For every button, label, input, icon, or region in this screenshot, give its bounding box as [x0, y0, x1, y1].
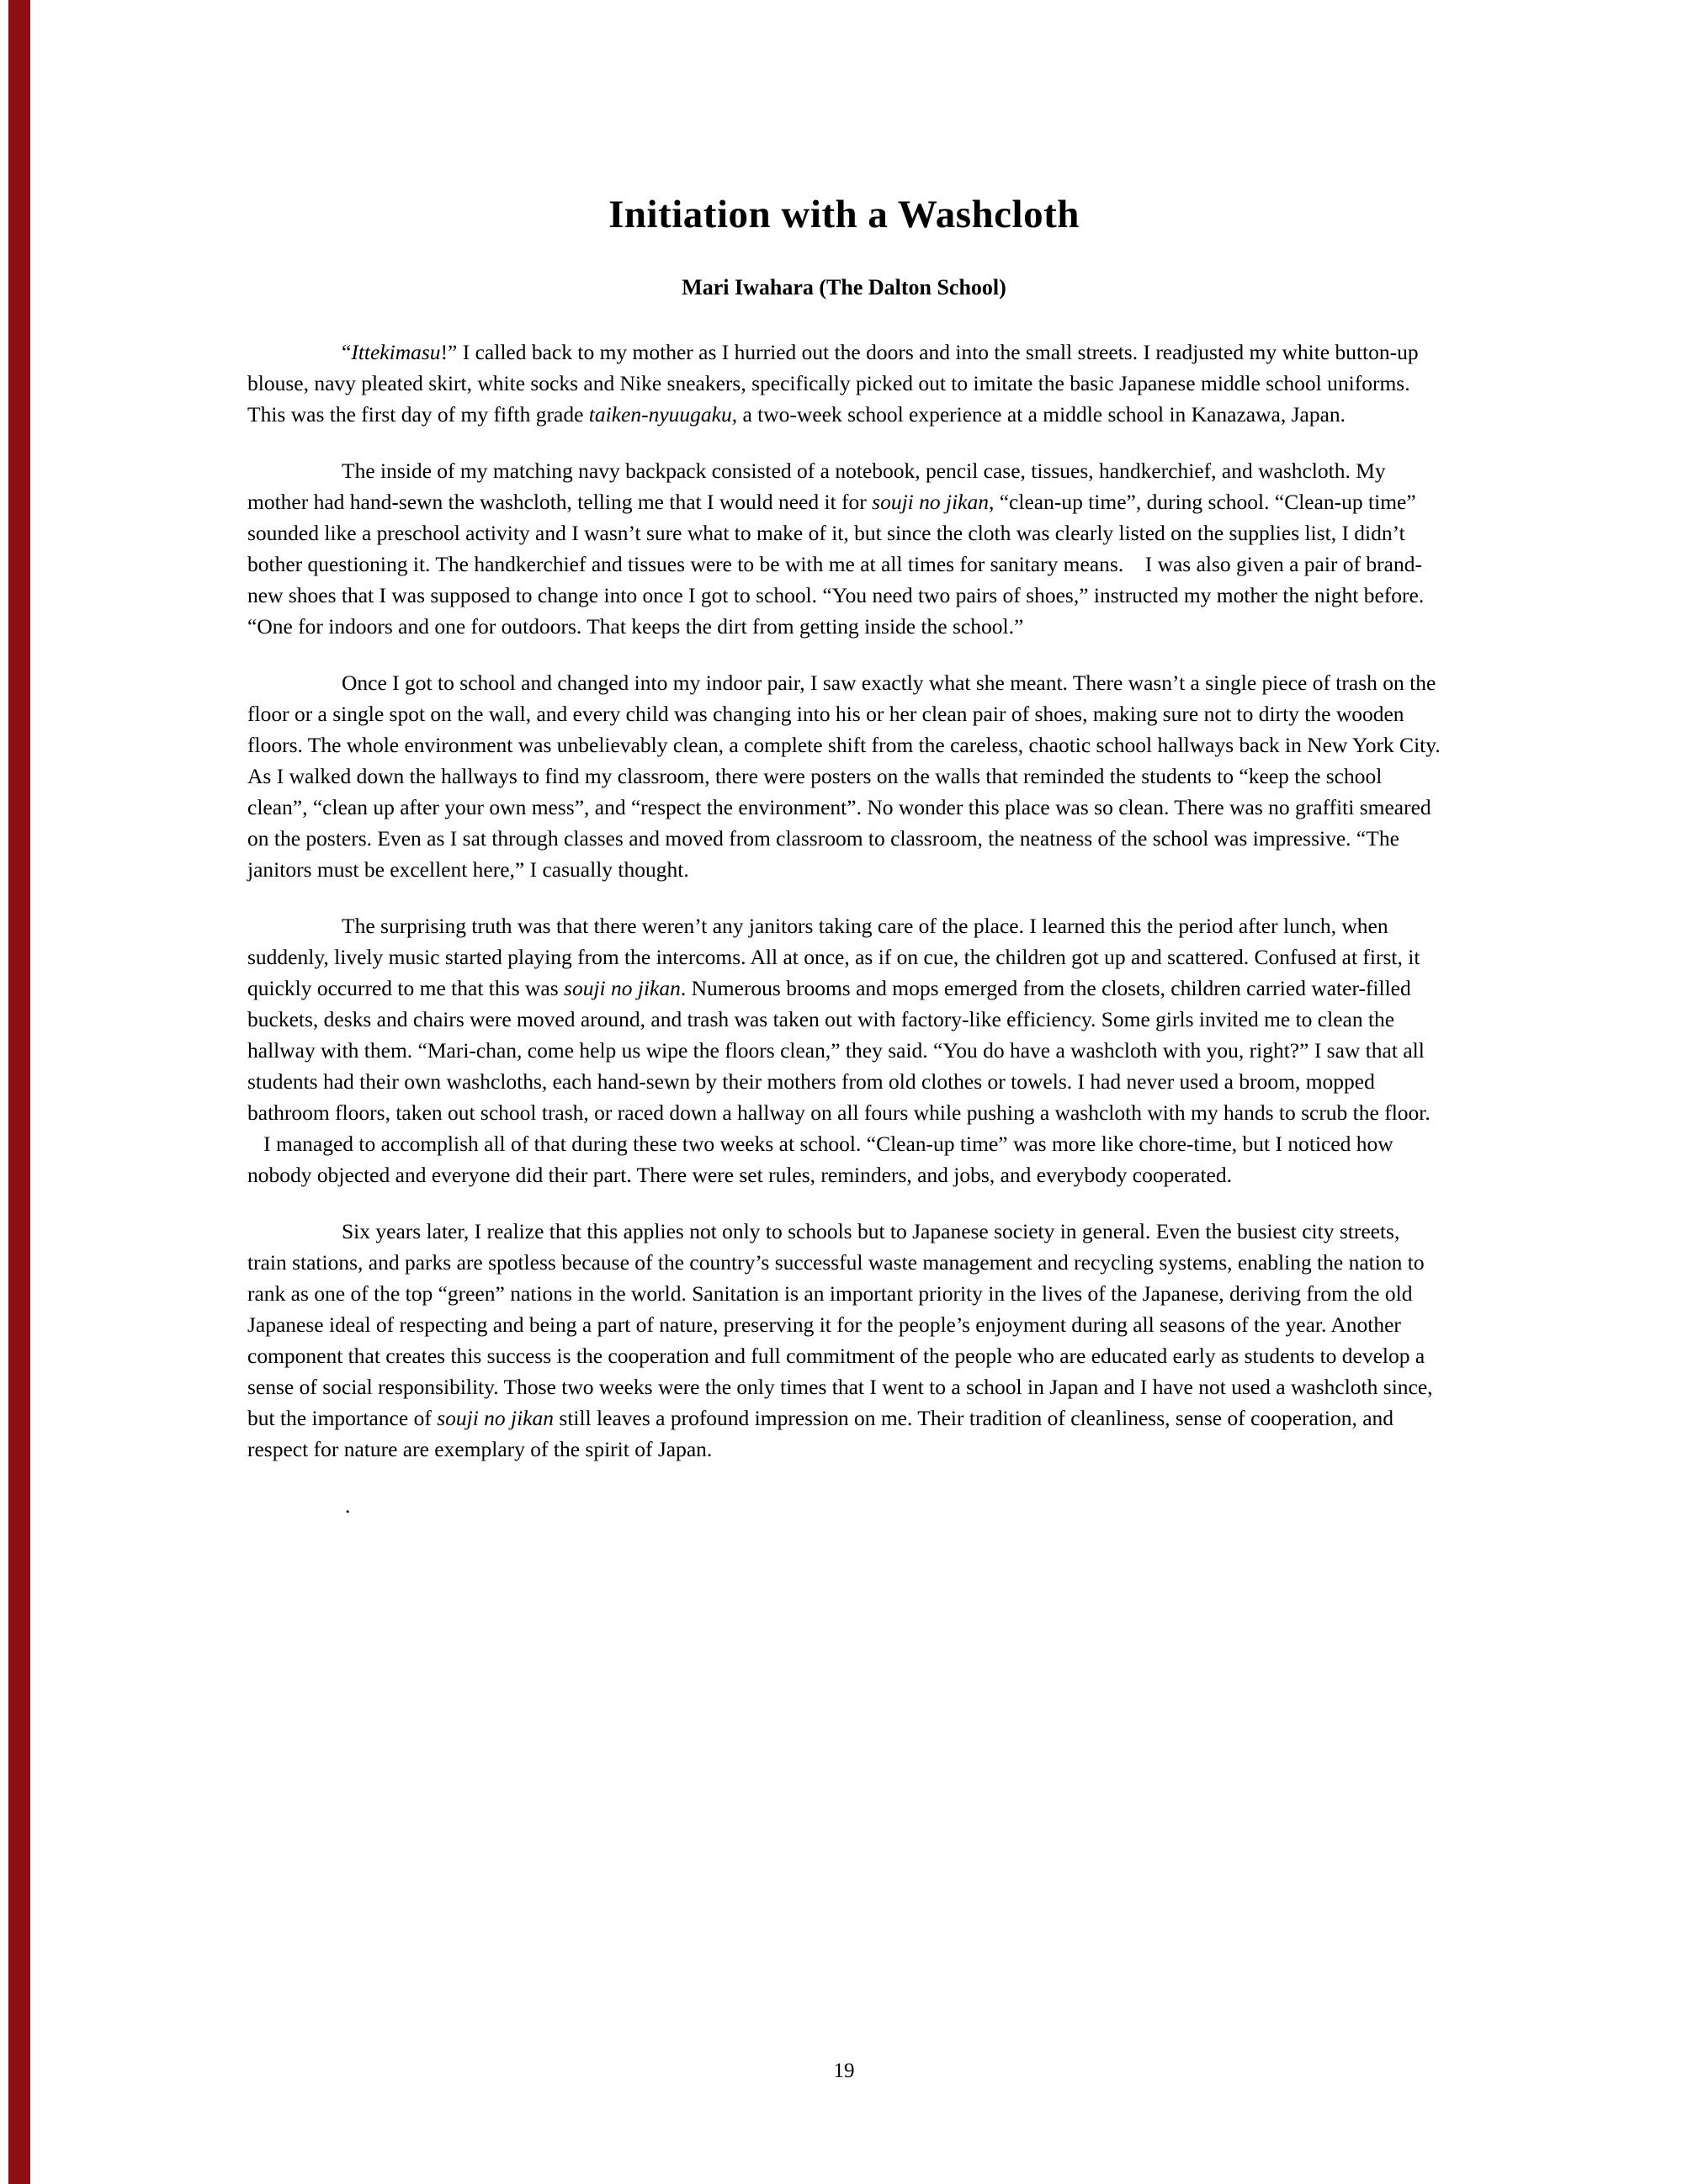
text-segment: . Numerous brooms and mops emerged from the closets, children carried water-filled buckets, desks and chairs were moved around, and trash was taken out with factory-like efficiency. Some girls invited me to clean the hallway with them. “Mari-chan, come help us wipe the floors clean,” they said. “You do have a washcloth with you, right?” I saw that all students had their own washcloths, each hand-sewn by their mothers from old clothes or towels. I had never used a broom, mopped bathroom floors, taken out school trash, or raced down a hallway on all fours while pushing a washcloth with my hands to scrub the floor. I managed to accomplish all of that during these two weeks at school. “Clean-up time” was more like chore-time, but I noticed how nobody objected and everyone did their part. There were set rules, reminders, and jobs, and everybody cooperated.: [247, 976, 1431, 1187]
italic-text-segment: souji no jikan: [872, 490, 989, 514]
paragraph: [247, 337, 1442, 430]
paragraph: [247, 667, 1442, 885]
text-segment: Six years later, I realize that this applies not only to schools but to Japanese society in general. Even the busiest city streets, train stations, and parks are spotless because of the country’s successful waste management and recycling systems, enabling the nation to rank as one of the top “green” nations in the world. Sanitation is an important priority in the lives of the Japanese, deriving from the old Japanese ideal of respecting and being a part of nature, preserving it for the people’s enjoyment during all seasons of the year. Another component that creates this success is the cooperation and full commitment of the people who are educated early as students to develop a sense of social responsibility. Those two weeks were the only times that I went to a school in Japan and I have not used a washcloth since, but the importance of: [247, 1219, 1433, 1430]
red-spine: [8, 0, 30, 2184]
paragraph: [247, 910, 1442, 1190]
text-segment: “: [342, 340, 352, 364]
text-segment: still leaves a profound impression on me. Their tradition of cleanliness, sense of cooperation, and respect for nature are exemplary of the spirit of Japan.: [247, 1406, 1394, 1461]
text-segment: The inside of my matching navy backpack consisted of a notebook, pencil case, tissues, handkerchief, and washcloth. My mother had hand-sewn the washcloth, telling me that I would need it for: [247, 459, 1386, 514]
italic-text-segment: souji no jikan: [564, 976, 681, 1000]
text-segment: !” I called back to my mother as I hurried out the doors and into the small streets. I readjusted my white button-up blouse, navy pleated skirt, white socks and Nike sneakers, specifically picked out to imitate the basic Japanese middle school uniforms. This was the first day of my fifth grade: [247, 340, 1419, 427]
italic-text-segment: taiken-nyuugaku: [588, 402, 732, 427]
text-segment: , a two-week school experience at a middle school in Kanazawa, Japan.: [731, 402, 1346, 427]
paragraph: [247, 1216, 1442, 1465]
paragraph: [247, 455, 1442, 642]
text-segment: Once I got to school and changed into my indoor pair, I saw exactly what she meant. There wasn’t a single piece of trash on the floor or a single spot on the wall, and every child was changing into his or her clean pair of shoes, making sure not to dirty the wooden floors. The whole environment was unbelievably clean, a complete shift from the careless, chaotic school hallways back in New York City. As I walked down the hallways to find my classroom, there were posters on the walls that reminded the students to “keep the school clean”, “clean up after your own mess”, and “respect the environment”. No wonder this place was so clean. There was no graffiti smeared on the posters. Even as I sat through classes and moved from classroom to classroom, the neatness of the school was impressive. “The janitors must be excellent here,” I casually thought.: [247, 671, 1441, 882]
stray-period: .: [345, 1493, 351, 1518]
essay-body: [247, 337, 1442, 1521]
text-segment: , “clean-up time”, during school. “Clean-up time” sounded like a preschool activity and I wasn’t sure what to make of it, but since the cloth was clearly listed on the supplies list, I didn’t bother questioning it. The handkerchief and tissues were to be with me at all times for sanitary means. I was also given a pair of brand-new shoes that I was supposed to change into once I got to school. “You need two pairs of shoes,” instructed my mother the night before. “One for indoors and one for outdoors. That keeps the dirt from getting inside the school.”: [247, 490, 1425, 639]
page-number: 19: [833, 2059, 855, 2082]
page-title: Initiation with a Washcloth: [608, 193, 1080, 236]
italic-text-segment: souji no jikan: [437, 1406, 555, 1430]
text-segment: The surprising truth was that there weren’t any janitors taking care of the place. I learned this the period after lunch, when suddenly, lively music started playing from the intercoms. All at once, as if on cue, the children got up and scattered. Confused at first, it quickly occurred to me that this was: [247, 914, 1420, 1000]
author-line: Mari Iwahara (The Dalton School): [682, 275, 1006, 300]
italic-text-segment: Ittekimasu: [351, 340, 441, 364]
